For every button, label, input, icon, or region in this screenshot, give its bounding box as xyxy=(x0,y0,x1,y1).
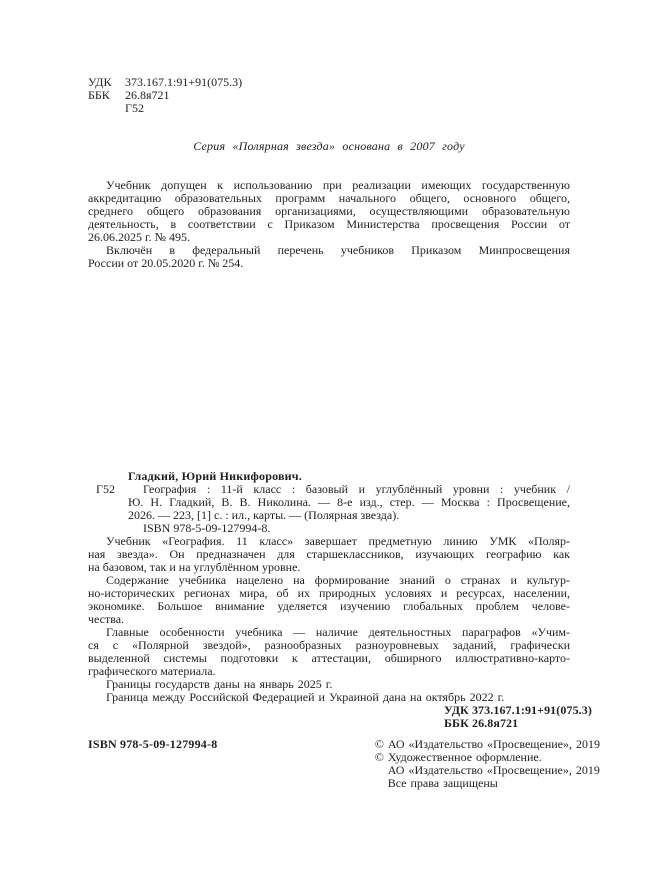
text-line: России от 20.05.2020 г. № 254. xyxy=(88,256,244,270)
text-line: чества. xyxy=(88,612,125,626)
udk-bottom: УДК 373.167.1:91+91(075.3) xyxy=(444,703,592,717)
bib-isbn: ISBN 978-5-09-127994-8. xyxy=(143,521,271,535)
copyright-line-1: © АО «Издательство «Просвещение», 2019 xyxy=(374,737,600,751)
admission-section xyxy=(88,179,570,270)
series-note: Серия «Полярная звезда» основана в 2007 году xyxy=(193,139,465,153)
admission-paragraph-2 xyxy=(88,244,570,270)
text-line: Включён в федеральный перечень учебников Приказом Минпросвещения xyxy=(106,243,570,257)
bib-entry xyxy=(128,483,570,522)
text-line: среднего общего образования организациями, осуществляющими образовательную xyxy=(88,204,570,218)
text-line: Главные особенности учебника — наличие деятельностных параграфов «Учим- xyxy=(106,625,570,639)
bbk-bottom: ББК 26.8я721 xyxy=(444,716,519,730)
text-line: Учебник «География. 11 класс» завершает предметную линию УМК «Поляр- xyxy=(106,534,570,548)
footer-isbn: ISBN 978-5-09-127994-8 xyxy=(88,737,218,751)
text-line: Ю. Н. Гладкий, В. В. Николина. — 8-е изд., стер. — Москва : Просвещение, xyxy=(128,495,570,509)
admission-paragraph-1 xyxy=(88,179,570,244)
copyright-line-3: АО «Издательство «Просвещение», 2019 xyxy=(387,763,600,777)
classification-codes-bottom xyxy=(444,703,592,730)
author-sign: Г52 xyxy=(125,101,144,115)
annotation-paragraph-2 xyxy=(88,574,570,626)
udk-label: УДК xyxy=(88,75,112,89)
text-line: Содержание учебника нацелено на формирование знаний о странах и культур- xyxy=(106,573,570,587)
footer xyxy=(88,738,600,790)
copyright-block xyxy=(375,738,600,790)
bbk-label: ББК xyxy=(88,88,110,102)
text-line: аккредитацию образовательных программ начального общего, основного общего, xyxy=(88,191,570,205)
bib-author-sign: Г52 xyxy=(96,482,115,496)
copyright-line-2: © Художественное оформление. xyxy=(374,750,542,764)
text-line: ная звезда». Он предназначен для старшеклассников, изучающих географию как xyxy=(88,547,570,561)
text-line: на базовом, так и на углублённом уровне. xyxy=(88,560,301,574)
text-line: экономике. Большое внимание уделяется изучению глобальных проблем челове- xyxy=(88,599,570,613)
classification-codes-top xyxy=(88,76,570,115)
borders-note-2: Граница между Российской Федерацией и Украиной дана на октябрь 2022 г. xyxy=(106,690,505,704)
bbk-value: 26.8я721 xyxy=(125,88,170,102)
text-line: деятельность, в соответствии с Приказом Министерства просвещения России от xyxy=(88,217,570,231)
bibliographic-record xyxy=(88,470,570,535)
bib-author-heading: Гладкий, Юрий Никифорович. xyxy=(128,469,302,483)
text-line: графического материала. xyxy=(88,664,216,678)
annotation-paragraph-1 xyxy=(88,535,570,574)
borders-note-1: Границы государств даны на январь 2025 г. xyxy=(106,677,333,691)
copyright-line-4: Все права защищены xyxy=(387,776,498,790)
text-line: Учебник допущен к использованию при реализации имеющих государственную xyxy=(106,178,570,192)
annotation-section xyxy=(88,535,570,704)
text-line: 26.06.2025 г. № 495. xyxy=(88,230,191,244)
text-line: 2026. — 223, [1] с. : ил., карты. — (Полярная звезда). xyxy=(128,508,400,522)
text-line: выделенной системы подготовки к аттестации, обширного иллюстративно-карто- xyxy=(88,651,570,665)
text-line: ся с «Полярной звездой», разнообразных разноуровневых заданий, графически xyxy=(88,638,570,652)
text-line: География : 11-й класс : базовый и углублённый уровни : учебник / xyxy=(143,482,570,496)
udk-value: 373.167.1:91+91(075.3) xyxy=(125,75,243,89)
annotation-paragraph-3 xyxy=(88,626,570,678)
author-sign-row xyxy=(88,102,570,115)
text-line: но-исторических регионах мира, об их природных условиях и ресурсах, населении, xyxy=(88,586,570,600)
bbk-row xyxy=(88,89,570,102)
